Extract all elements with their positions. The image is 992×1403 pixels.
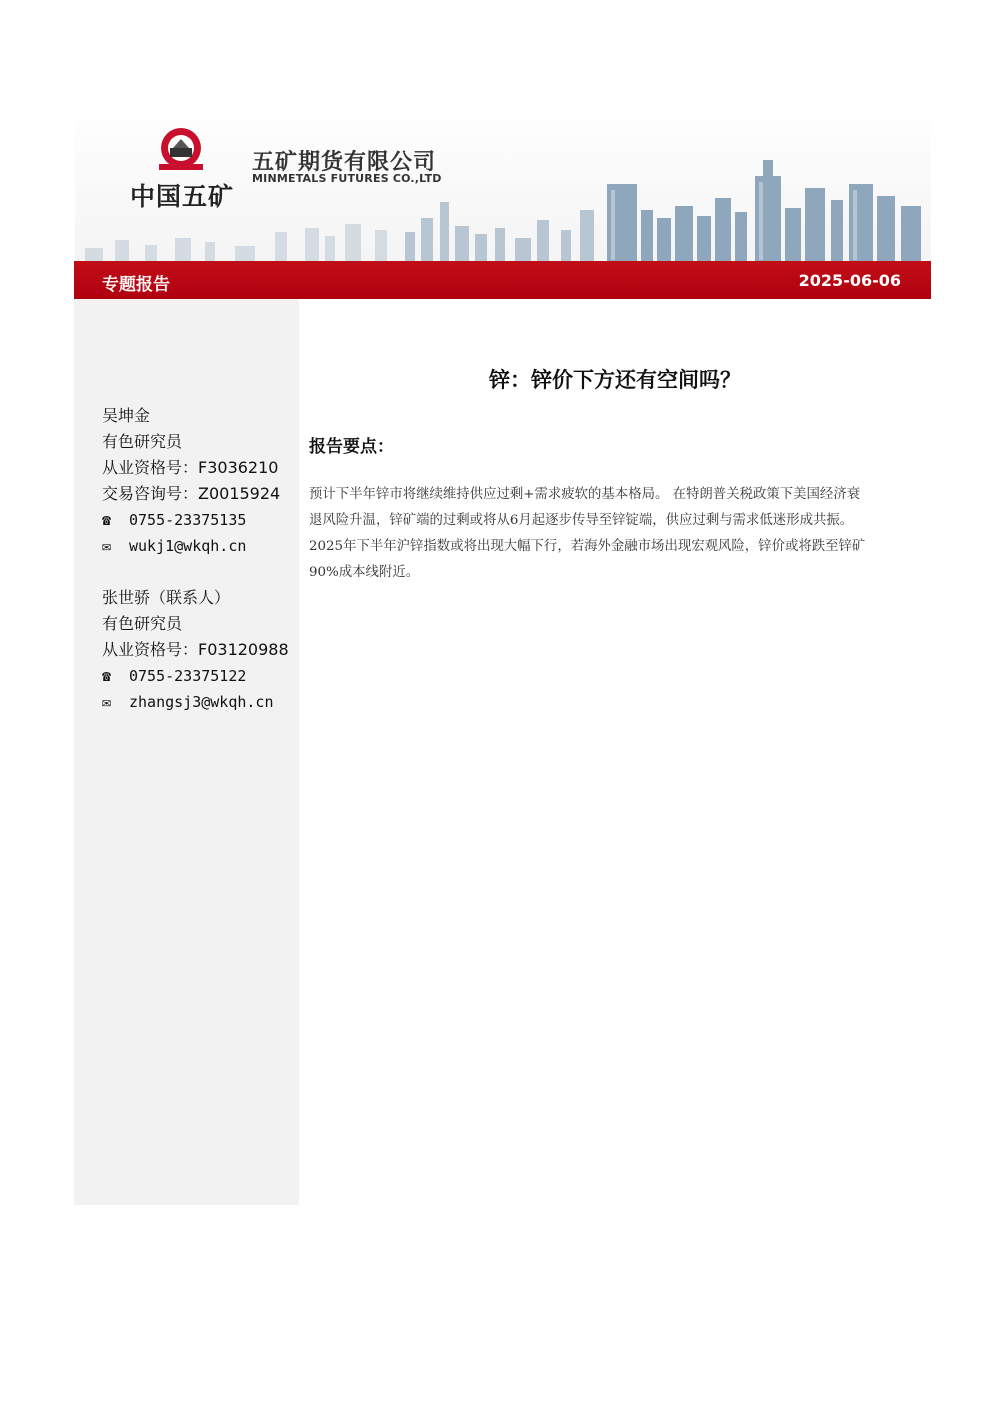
email-icon: ✉ (102, 537, 112, 555)
author-sidebar (74, 299, 299, 1205)
report-type: 专题报告 (102, 275, 170, 295)
author-phone: ☎ 0755-23375122 (102, 663, 298, 689)
author-email[interactable]: ✉ wukj1@wkqh.cn (102, 533, 298, 559)
header (0, 0, 992, 262)
author-consulting: 交易咨询号：Z0015924 (102, 484, 281, 503)
company-name-cn: 五矿期货有限公司 (252, 150, 437, 175)
section-title: 报告要点： (309, 437, 394, 457)
report-banner (74, 261, 931, 299)
report-date: 2025-06-06 (798, 271, 901, 290)
summary-line: 90%成本线附近。 (309, 565, 420, 580)
summary-line: 退风险升温，锌矿端的过剩或将从6月起逐步传导至锌锭端，供应过剩与需求低迷形成共振。 (309, 513, 854, 528)
author-card (102, 403, 298, 559)
email-icon: ✉ (102, 693, 112, 711)
author-email[interactable]: ✉ zhangsj3@wkqh.cn (102, 689, 298, 715)
author-title: 有色研究员 (102, 614, 183, 633)
phone-icon: ☎ (102, 511, 112, 529)
summary-line: 预计下半年锌市将继续维持供应过剩+需求疲软的基本格局。 在特朗普关税政策下美国经济衰 (309, 487, 861, 502)
report-title: 锌：锌价下方还有空间吗？ (489, 368, 741, 392)
brand-name: 中国五矿 (130, 182, 235, 211)
author-name: 张世骄（联系人） (102, 588, 231, 607)
company-name-en: MINMETALS FUTURES CO.,LTD (252, 172, 442, 185)
summary-paragraph (309, 482, 925, 586)
phone-icon: ☎ (102, 667, 112, 685)
author-card (102, 585, 298, 715)
author-phone: ☎ 0755-23375135 (102, 507, 298, 533)
author-qualification: 从业资格号：F03120988 (102, 640, 289, 659)
summary-line: 2025年下半年沪锌指数或将出现大幅下行，若海外金融市场出现宏观风险，锌价或将跌至锌矿 (309, 539, 866, 554)
author-title: 有色研究员 (102, 432, 183, 451)
author-name: 吴坤金 (102, 406, 151, 425)
minmetals-logo (155, 126, 207, 174)
author-qualification: 从业资格号：F3036210 (102, 458, 279, 477)
